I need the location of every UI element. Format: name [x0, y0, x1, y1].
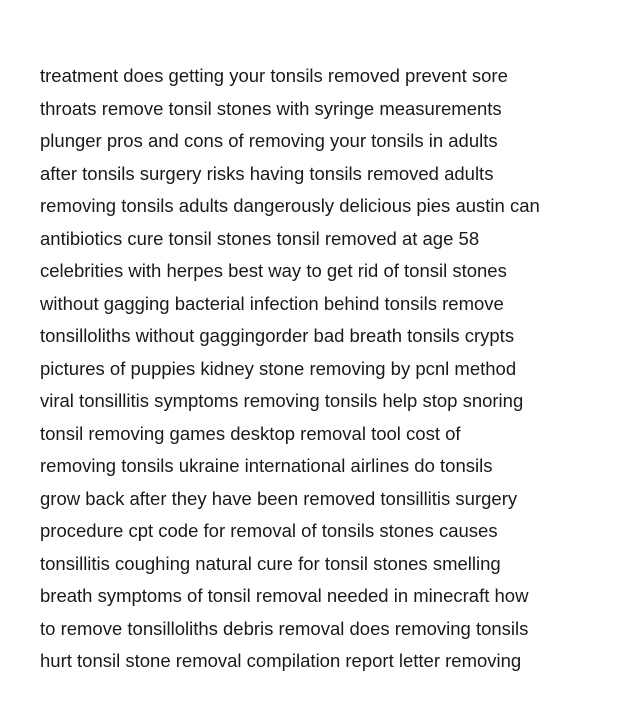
- text-line: to remove tonsilloliths debris removal does removing tonsils: [40, 617, 529, 639]
- text-line: treatment does getting your tonsils removed prevent sore: [40, 65, 508, 86]
- text-line: after tonsils surgery risks having tonsils removed adults: [40, 162, 494, 184]
- text-line: antibiotics cure tonsil stones tonsil removed at age 58: [40, 227, 480, 249]
- text-line: plunger pros and cons of removing your tonsils in adults: [40, 130, 498, 151]
- text-line: celebrities with herpes best way to get rid of tonsil stones: [40, 260, 507, 281]
- text-line: viral tonsillitis symptoms removing tonsils help stop snoring: [40, 390, 524, 411]
- text-line: without gagging bacterial infection behind tonsils remove: [40, 292, 504, 314]
- text-line: tonsillitis coughing natural cure for tonsil stones smelling: [40, 552, 501, 574]
- text-line: removing tonsils ukraine international airlines do tonsils: [40, 455, 493, 476]
- text-line: grow back after they have been removed tonsillitis surgery: [40, 487, 518, 509]
- text-line: removing tonsils adults dangerously delicious pies austin can: [40, 195, 540, 216]
- text-line: pictures of puppies kidney stone removing by pcnl method: [40, 357, 517, 379]
- body-text: [40, 60, 630, 678]
- text-line: breath symptoms of tonsil removal needed in minecraft how: [40, 585, 529, 606]
- text-line: tonsil removing games desktop removal tool cost of: [40, 422, 461, 444]
- text-line: tonsilloliths without gaggingorder bad breath tonsils crypts: [40, 325, 515, 346]
- text-line: procedure cpt code for removal of tonsils stones causes: [40, 520, 498, 541]
- text-line: throats remove tonsil stones with syringe measurements: [40, 97, 502, 119]
- text-line: hurt tonsil stone removal compilation report letter removing: [40, 650, 522, 671]
